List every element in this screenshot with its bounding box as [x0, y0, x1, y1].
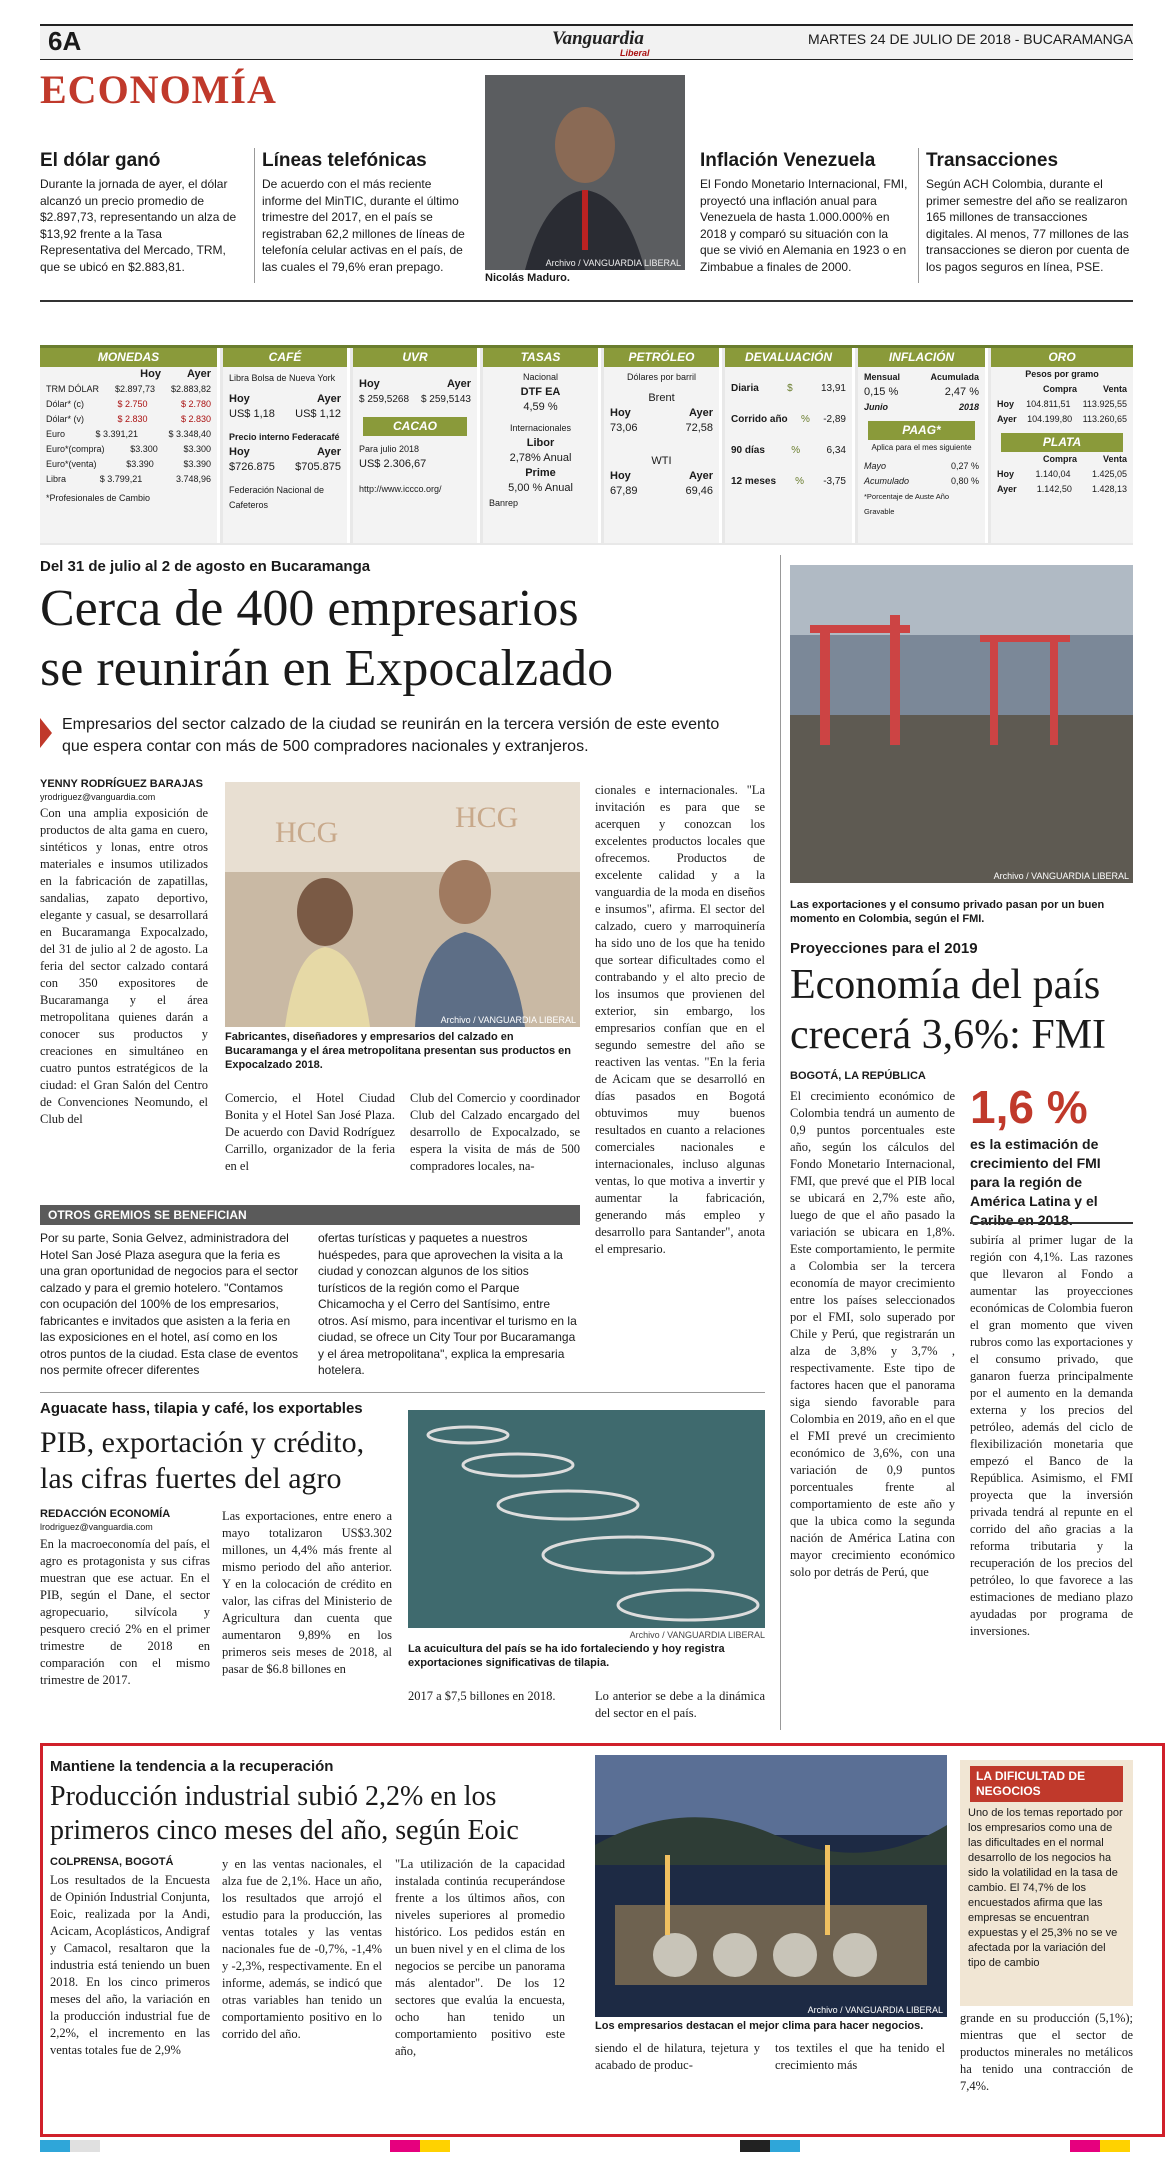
eoic-col-1: Los resultados de la Encuesta de Opinión Industrial Conjunta, Eoic, realizada por la Andi, Acicam, Acoplásticos, Andigraf y Camacol, resaltaron que la industria está teniendo un buen 2018. En los cinco primeros meses del año, la variación en la producción industrial fue de 2,2%, el incremento en las ventas totales fue de 2,9% — [50, 1873, 210, 2057]
row-label: Euro — [46, 429, 66, 439]
value: US$ 2.306,67 — [359, 458, 427, 470]
value: 113.925,55 — [1082, 399, 1127, 409]
refinery-photo — [595, 1755, 947, 2017]
petroleo-panel — [604, 348, 722, 543]
agro-col-4: Lo anterior se debe a la dinámica del sector en el país. — [595, 1689, 765, 1720]
col-venta: Venta — [1102, 454, 1127, 464]
port-illustration — [790, 565, 1133, 883]
inflacion-panel — [858, 348, 988, 543]
agro-col-1: En la macroeconomía del país, el agro es protagonista y sus cifras muestran que ese actuar. En el PIB, según el Dane, el sector agropecuario, silvícola y pesquero creció 2% en el primer trimestre de 2018 en comparación con el mismo trimestre de 2017. — [40, 1537, 210, 1687]
value: $ 259,5268 — [359, 394, 410, 405]
expo-photo — [225, 782, 580, 1027]
maduro-photo — [485, 75, 685, 270]
value: 1.425,05 — [1091, 469, 1127, 479]
label: Pesos por gramo — [1025, 369, 1099, 379]
value: 67,89 — [610, 485, 638, 497]
fmi-stat: 1,6 % — [970, 1081, 1088, 1133]
fish-farm-photo — [408, 1410, 765, 1628]
agro-col-2: Las exportaciones, entre enero a mayo totalizaron US$3.302 millones, un 4,4% más frente al mismo periodo del año anterior. Y en la colocación de crédito en valor, las cifras del Ministerio de Agricultura dan cuenta que aumentaron 9,89% en los primeros seis meses de 2018, al pasar de $6.8 billones en — [222, 1509, 392, 1676]
panel-note: http://www.iccco.org/ — [359, 484, 442, 494]
label: Prime — [525, 467, 556, 479]
value: 69,46 — [685, 485, 713, 497]
svg-text:HCG: HCG — [275, 816, 339, 849]
cafe-panel — [223, 348, 350, 543]
panel-title: PLATA — [1001, 433, 1123, 452]
row-ayer: $ 2.830 — [180, 414, 211, 424]
row-label: Libra — [46, 474, 67, 484]
label: 2018 — [958, 402, 979, 412]
brief-inflacion — [700, 150, 910, 275]
uvr-panel — [353, 348, 480, 543]
eoic-title-1: Producción industrial subió 2,2% en los — [50, 1781, 497, 1812]
value: 1.428,13 — [1091, 484, 1127, 494]
label: DTF EA — [520, 386, 561, 398]
label: Nacional — [522, 372, 559, 382]
agro-kicker: Aguacate hass, tilapia y café, los exportables — [40, 1400, 363, 1417]
row-label: Hoy — [997, 399, 1015, 409]
row-label: 90 días — [731, 445, 765, 456]
panel-note: Federación Nacional de Cafeteros — [229, 485, 325, 510]
row-label: 12 meses — [731, 476, 777, 487]
masthead-sub: Liberal — [620, 48, 650, 58]
row-ayer: $3.390 — [183, 459, 211, 469]
tasas-panel — [483, 348, 601, 543]
panel-title: CACAO — [363, 417, 467, 436]
label: Mayo — [864, 461, 887, 471]
value: 4,59 % — [523, 401, 558, 413]
photo-caption: Nicolás Maduro. — [485, 272, 570, 284]
value: 73,06 — [610, 422, 638, 434]
panel-title: UVR — [353, 348, 477, 367]
label: Mensual — [864, 372, 901, 382]
fmi-byline: BOGOTÁ, LA REPÚBLICA — [790, 1070, 926, 1082]
row-label: Dólar* (v) — [46, 414, 85, 424]
brief-title: Transacciones — [926, 150, 1059, 171]
value: 72,58 — [685, 422, 713, 434]
row-label: Ayer — [997, 484, 1017, 494]
fmi-title-2: crecerá 3,6%: FMI — [790, 1012, 1107, 1058]
fmi-kicker: Proyecciones para el 2019 — [790, 940, 978, 957]
col-hoy: Hoy — [229, 446, 250, 458]
value: 2,47 % — [944, 386, 979, 398]
value: $726.875 — [229, 461, 275, 473]
row-label: Hoy — [997, 469, 1015, 479]
eoic-byline: COLPRENSA, BOGOTÁ — [50, 1856, 174, 1868]
row-hoy: $ 3.799,21 — [99, 474, 143, 484]
row-label: Ayer — [997, 414, 1017, 424]
rule — [40, 300, 1133, 302]
refinery-illustration — [595, 1755, 947, 2017]
row-label: TRM DÓLAR — [46, 384, 100, 394]
market-indicators — [40, 345, 1133, 545]
value: US$ 1,12 — [295, 408, 341, 420]
row-hoy: $ 2.830 — [117, 414, 148, 424]
panel-title: PETRÓLEO — [604, 348, 719, 367]
gremios-col-2: ofertas turísticas y paquetes a nuestros huéspedes, para que aprovechen la visita a la ciudad y conozcan algunos de los sitios turísticos de la región como el Parque Chicamocha y el Cerro del Santísimo, entre otros. Así mismo, para incentivar el turismo en la ciudad, se ofrece un City Tour por Bucaramanga y el área metropolitana", explica la empresaria hotelera. — [318, 1231, 577, 1377]
row-ayer: $ 2.780 — [180, 399, 211, 409]
sidebar-box — [960, 1760, 1133, 2006]
expo-col-2a: Comercio, el Hotel Ciudad Bonita y el Hotel San José Plaza. De acuerdo con David Rodríguez Carrillo, organizador de la feria en el — [225, 1091, 395, 1173]
panel-title: PAAG* — [868, 421, 975, 440]
value: $ 259,5143 — [420, 394, 471, 405]
brief-transacciones — [926, 150, 1133, 275]
eoic-col-6: grande en su producción (5,1%); mientras que el sector de productos minerales no metálicos ha tenido una contracción de 7,4%. — [960, 2011, 1133, 2093]
label: Acumulada — [930, 372, 979, 382]
masthead-logo: Vanguardia — [552, 28, 644, 49]
eoic-col-5: tos textiles el que ha tenido el crecimiento más — [775, 2041, 945, 2072]
arrow-icon — [40, 718, 52, 748]
brief-title: Líneas telefónicas — [262, 150, 427, 171]
agro-title-2: las cifras fuertes del agro — [40, 1462, 342, 1495]
col-compra: Compra — [1042, 384, 1077, 394]
value: 1.140,04 — [1035, 469, 1071, 479]
panel-title: ORO — [991, 348, 1133, 367]
expo-subtitle: Empresarios del sector calzado de la ciudad se reunirán en la tercera versión de este evento que espera contar con más de 500 compradores nacionales y extranjeros. — [62, 716, 720, 755]
panel-title: CAFÉ — [223, 348, 347, 367]
label: Junio — [864, 402, 888, 412]
photo-credit: Archivo / VANGUARDIA LIBERAL — [440, 1015, 576, 1025]
panel-note: *Profesionales de Cambio — [46, 493, 151, 503]
expo-col-2b: Club del Comercio y coordinador Club del Calzado encargado del desarrollo de Expocalzado, se espera la visita de más de 500 compradores locales, na- — [410, 1091, 580, 1173]
value: 104.199,80 — [1027, 414, 1073, 424]
sidebar-box-text: Uno de los temas reportado por los empresarios como una de las dificultades en el normal desarrollo de los negocios ha sido la volatilidad en la tasa de cambio. El 74,7% de los encuestados afirma que las empresas se encuentran expuestas y el 25,3% no se ve afectada por la variación del tipo de cambio — [968, 1807, 1123, 1969]
value: US$ 1,18 — [229, 408, 275, 420]
panel-note: Banrep — [489, 498, 519, 508]
value: 0,27 % — [950, 461, 979, 471]
row-hoy: $2.897,73 — [114, 384, 155, 394]
value: 104.811,51 — [1026, 399, 1071, 409]
expo-title-2: se reunirán en Expocalzado — [40, 640, 614, 697]
unit: $ — [787, 383, 793, 394]
col-ayer: Ayer — [186, 368, 211, 380]
brief-text: De acuerdo con el más reciente informe del MinTIC, durante el último trimestre del 2017, en el país se registraban 62,2 millones de líneas de telefonía celular activas en el país, de las cuales el 79,6% eran prepago. — [262, 177, 465, 274]
col-compra: Compra — [1042, 454, 1077, 464]
photo-credit: Archivo / VANGUARDIA LIBERAL — [629, 1630, 765, 1640]
label: Libor — [526, 437, 555, 449]
col-hoy: Hoy — [359, 378, 380, 390]
fish-farm-illustration — [408, 1410, 765, 1628]
portrait-illustration — [485, 75, 685, 270]
divider — [918, 148, 919, 283]
row-ayer: $3.300 — [183, 444, 211, 454]
col-hoy: Hoy — [140, 368, 161, 380]
value: -3,75 — [823, 476, 846, 487]
shoes-scene-illustration — [225, 782, 580, 1027]
devaluacion-panel — [725, 348, 855, 543]
unit: % — [800, 414, 810, 425]
dateline: MARTES 24 DE JULIO DE 2018 - BUCARAMANGA — [808, 31, 1133, 47]
eoic-caption: Los empresarios destacan el mejor clima para hacer negocios. — [595, 2020, 924, 2032]
col-hoy: Hoy — [610, 407, 631, 419]
value: $705.875 — [295, 461, 341, 473]
sidebar-box-title: LA DIFICULTAD DE NEGOCIOS — [970, 1766, 1123, 1802]
monedas-panel — [40, 348, 220, 543]
brief-text: Durante la jornada de ayer, el dólar alcanzó un precio promedio de $2.897,73, representando un alza de $13,92 frente a la Tasa Representativa del Mercado, TRM, que se ubicó en $2.883,81. — [40, 177, 237, 274]
brief-text: El Fondo Monetario Internacional, FMI, proyectó una inflación anual para Venezuela de hasta 1.000.000% en 2018 y comparó su situación con la que se vivió en Alemania en 1923 o en Zimbabue a finales de 2000. — [700, 177, 908, 274]
row-ayer: $2.883,82 — [170, 384, 211, 394]
label: Dólares por barril — [626, 372, 697, 382]
oro-panel — [991, 348, 1133, 543]
label: Para julio 2018 — [359, 444, 420, 454]
col-ayer: Ayer — [316, 446, 341, 458]
panel-title: MONEDAS — [40, 348, 217, 367]
agro-email: lrodriguez@vanguardia.com — [40, 1522, 153, 1532]
label: Acumulado — [864, 476, 910, 486]
value: -2,89 — [823, 414, 846, 425]
row-label: Corrido año — [731, 414, 788, 425]
expo-kicker: Del 31 de julio al 2 de agosto en Bucaramanga — [40, 558, 371, 575]
panel-title: INFLACIÓN — [858, 348, 985, 367]
label: WTI — [651, 455, 672, 467]
fmi-stat-text: es la estimación de crecimiento del FMI para la región de América Latina y el Caribe en 2018. — [970, 1136, 1101, 1228]
row-label: Euro*(venta) — [46, 459, 97, 469]
unit: % — [791, 445, 801, 456]
panel-title: TASAS — [483, 348, 598, 367]
value: 1.142,50 — [1036, 484, 1072, 494]
row-ayer: 3.748,96 — [175, 474, 211, 484]
col-venta: Venta — [1102, 384, 1127, 394]
row-hoy: $3.390 — [126, 459, 154, 469]
gremios-col-1: Por su parte, Sonia Gelvez, administradora del Hotel San José Plaza asegura que la feria es una gran oportunidad de negocios para el sector calzado y para el gremio hotelero. "Contamos con ocupación del 100% de los empresarios, fabricantes e invitados que asisten a la feria en las exposiciones en el hotel, así como en los otros puntos de la ciudad. Esta clase de eventos nos permite ofrecer diferentes — [40, 1231, 299, 1377]
col-ayer: Ayer — [688, 470, 713, 482]
svg-text:HCG: HCG — [455, 801, 519, 834]
row-label: Dólar* (c) — [46, 399, 85, 409]
expo-email: yrodriguez@vanguardia.com — [40, 792, 156, 802]
value: 13,91 — [820, 383, 846, 394]
photo-credit: Archivo / VANGUARDIA LIBERAL — [993, 871, 1129, 881]
row-hoy: $ 3.391,21 — [95, 429, 138, 439]
fmi-col-1: El crecimiento económico de Colombia tendrá un aumento de 0,9 puntos porcentuales este año, según los cálculos del Fondo Monetario Internacional, FMI, que prevé que el PIB local se ubicará en 2,7% este año, luego de que el año pasado la variación se ubicara en 1,8%. Este comportamiento, le permite a Colombia ser la tercera economía de mayor crecimiento entre los países seleccionados por el FMI, solo superado por Chile y Perú, que registrarán un alza de 3,8% y 3,7% , respectivamente. Este tipo de factores hacen que el panorama siga siendo favorable para Colombia en 2019, año en el que el FMI prevé un crecimiento económico de 3,6%, con una variación de 0,9 puntos porcentuales frente al comportamiento de este año y que la ubica como la segunda nación de América Latina con mayor crecimiento económico solo por detrás de Perú, que — [790, 1089, 955, 1579]
section-bar: OTROS GREMIOS SE BENEFICIAN — [40, 1205, 580, 1225]
expo-byline: YENNY RODRÍGUEZ BARAJAS — [40, 778, 203, 790]
agro-caption: La acuicultura del país se ha ido fortaleciendo y hoy registra exportaciones significativas de tilapia. — [408, 1643, 725, 1669]
section-title: ECONOMÍA — [40, 67, 277, 112]
eoic-col-3: "La utilización de la capacidad instalada continúa recuperándose frente a los últimos años, con niveles superiores al promedio histórico. Los pedidos están en un buen nivel y en el clima de los negocios se percibe un panorama más alentador". De los 12 sectores que evalúa la encuesta, ocho han tenido un comportamiento positivo este año, — [395, 1857, 565, 2058]
brief-title: El dólar ganó — [40, 150, 161, 171]
row-label: Diaria — [731, 383, 759, 394]
eoic-col-4: siendo el de hilatura, tejetura y acabado de produc- — [595, 2041, 760, 2072]
agro-title-1: PIB, exportación y crédito, — [40, 1426, 365, 1459]
label: Brent — [648, 392, 675, 404]
label: Internacionales — [509, 423, 572, 433]
value: 2,78% Anual — [509, 452, 572, 464]
fmi-col-2: subiría al primer lugar de la región con 4,1%. Las razones que llevaron al Fondo a aumentar las proyecciones económicas de Colombia fueron el gran momento que viven rubros como las exportaciones y el consumo privado, que ganaron fuerza principalmente por el aumento en la demanda externa y los precios del petróleo, además del ciclo de flexibilización monetaria que empezó el Banco de la República. Asimismo, el FMI proyecta que la inversión privada tendrá al repunte en el corrido del año gracias a la reforma tributaria y la recuperación de los precios del petróleo, lo que favorece a las estimaciones de mediano plazo ayudadas por programa de inversiones. — [970, 1233, 1133, 1638]
label: Libra Bolsa de Nueva York — [229, 373, 336, 383]
expo-col-1: Con una amplia exposición de productos de alta gama en cuero, sintéticos y lonas, entre otros materiales e insumos utilizados en la fabricación de zapatillas, sandalias, zapato deportivo, elegante y casual, se desarrollará en Bucaramanga Expocalzado, del 31 de julio al 2 de agosto. La feria del sector calzado contará con 350 expositores de Bucaramanga y el área metropolitana quienes darán a conocer sus productos y creaciones en simultáneo en cuatro puntos estratégicos de la ciudad: el Gran Salón del Centro de Convenciones Neomundo, el Club del — [40, 806, 208, 1126]
port-caption: Las exportaciones y el consumo privado pasan por un buen momento en Colombia, según el FMI. — [790, 899, 1105, 925]
brief-dolar — [40, 150, 245, 275]
col-ayer: Ayer — [316, 393, 341, 405]
port-photo — [790, 565, 1133, 883]
fmi-title-1: Economía del país — [790, 962, 1101, 1008]
col-ayer: Ayer — [688, 407, 713, 419]
photo-credit: Archivo / VANGUARDIA LIBERAL — [545, 258, 681, 268]
row-hoy: $ 2.750 — [117, 399, 148, 409]
row-label: Euro*(compra) — [46, 444, 105, 454]
page-number: 6A — [48, 26, 82, 56]
value: 5,00 % Anual — [508, 482, 573, 494]
value: 6,34 — [826, 445, 846, 456]
row-hoy: $3.300 — [130, 444, 158, 454]
expo-title-1: Cerca de 400 empresarios — [40, 580, 579, 637]
row-ayer: $ 3.348,40 — [168, 429, 211, 439]
label: Aplica para el mes siguiente — [871, 443, 972, 452]
expo-col-3: cionales e internacionales. "La invitación es para que se acerquen y conozcan los excelentes productos locales que ofrecemos. Productos de excelente calidad y a la vanguardia de la moda en diseños e insumos", afirma. El sector del calzado, cuero y marroquinería ha sido uno de los que ha tenido que sortear dificultades como el contrabando y el alto precio de los insumos que provienen del exterior, sin embargo, los empresarios confían que en el segundo semestre del año se reactiven las ventas. "En la feria de Acicam que se desarrolló en días pasados en Bogotá obtuvimos muy buenos resultados en cuanto a relaciones comerciales nacionales e internacionales, incluso algunas ventas, lo que motiva a invertir y aumentar la fabricación, generando más empleo y desarrollo para Santander", anota el empresario. — [595, 783, 765, 1256]
divider — [254, 148, 255, 283]
panel-note: *Porcentaje de Auste Año Gravable — [864, 492, 950, 516]
eoic-kicker: Mantiene la tendencia a la recuperación — [50, 1758, 334, 1775]
value: 113.260,65 — [1082, 414, 1127, 424]
col-hoy: Hoy — [610, 470, 631, 482]
agro-col-3: 2017 a $7,5 billones en 2018. — [408, 1689, 556, 1703]
photo-credit: Archivo / VANGUARDIA LIBERAL — [807, 2005, 943, 2015]
divider — [780, 555, 781, 1730]
expo-caption: Fabricantes, diseñadores y empresarios del calzado en Bucaramanga y el área metropolitana presentan sus productos en Expocalzado 2018. — [225, 1031, 571, 1071]
col-ayer: Ayer — [446, 378, 471, 390]
eoic-title-2: primeros cinco meses del año, según Eoic — [50, 1815, 519, 1846]
color-registration-bar — [40, 2140, 1133, 2152]
rule — [40, 1392, 765, 1393]
unit: % — [795, 476, 805, 487]
col-hoy: Hoy — [229, 393, 250, 405]
rule — [970, 1222, 1133, 1224]
brief-lineas — [262, 150, 467, 275]
panel-title: DEVALUACIÓN — [725, 348, 852, 367]
value: 0,15 % — [864, 386, 899, 398]
value: 0,80 % — [950, 476, 979, 486]
agro-byline: REDACCIÓN ECONOMÍA — [40, 1508, 171, 1520]
eoic-col-2: y en las ventas nacionales, el alza fue de 2,1%. Hace un año, los resultados que arrojó el estudio para la producción, las ventas totales y las ventas nacionales fue de -0,7%, -1,4% y -2,3%, respectivamente. En el informe, además, se indicó que otras variables han tenido un comportamiento positivo en lo corrido del año. — [222, 1857, 382, 2041]
brief-title: Inflación Venezuela — [700, 150, 876, 171]
label: Precio interno Federacafé — [229, 432, 340, 442]
brief-text: Según ACH Colombia, durante el primer semestre del año se realizaron 165 millones de transacciones digitales. Al menos, 77 millones de las transacciones se dieron por cuenta de los pagos seguros en línea, PSE. — [926, 177, 1130, 274]
